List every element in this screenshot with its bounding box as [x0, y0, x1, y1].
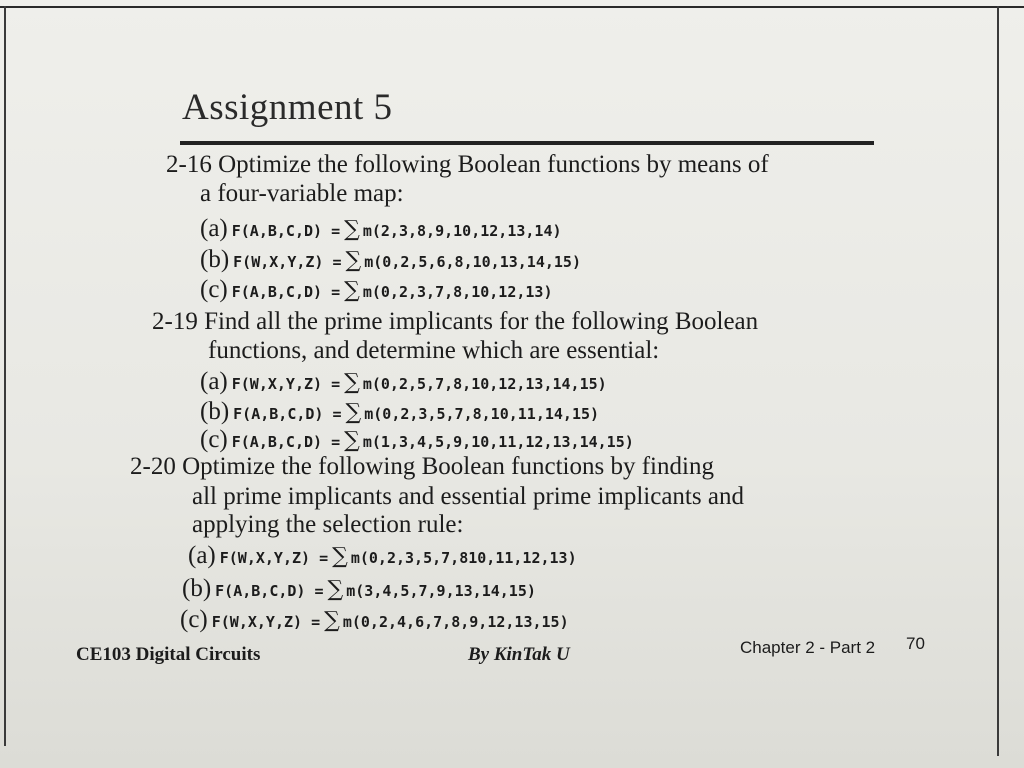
minterm-list: m(0,2,5,6,8,10,13,14,15) — [364, 253, 581, 271]
item-label: (b) — [182, 575, 212, 602]
function-name: F(A,B,C,D) = — [231, 222, 341, 240]
minterm-list: m(0,2,4,6,7,8,9,12,13,15) — [342, 613, 569, 631]
sum-symbol: ∑ — [327, 577, 344, 602]
title-underline — [180, 141, 874, 145]
slide-top-border — [0, 6, 1024, 8]
item-label: (a) — [200, 368, 228, 395]
item-label: (a) — [200, 215, 228, 242]
function-name: F(A,B,C,D) = — [231, 433, 341, 451]
problem-2-16-heading — [166, 151, 769, 179]
problem-2-19-text-cont: functions, and determine which are essential: — [208, 337, 660, 364]
function-name: F(A,B,C,D) = — [215, 582, 324, 600]
problem-text: Optimize the following Boolean functions by means of — [218, 151, 769, 178]
minterm-list: m(0,2,3,5,7,810,11,12,13) — [350, 549, 577, 567]
sum-symbol: ∑ — [344, 370, 360, 395]
problem-2-16-item-c — [200, 276, 553, 304]
problem-2-16-item-a — [200, 215, 562, 243]
minterm-list: m(0,2,3,5,7,8,10,11,14,15) — [364, 405, 600, 423]
problem-2-19-item-c — [200, 426, 634, 454]
function-name: F(W,X,Y,Z) = — [219, 549, 329, 567]
problem-text: Find all the prime implicants for the following Boolean — [204, 308, 759, 335]
minterm-list: m(0,2,3,7,8,10,12,13) — [362, 283, 553, 301]
item-label: (c) — [180, 606, 208, 633]
problem-2-16-item-b — [200, 246, 581, 274]
problem-2-16-text-cont: a four-variable map: — [200, 180, 404, 207]
problem-text: Optimize the following Boolean functions by finding — [182, 453, 714, 480]
sum-symbol: ∑ — [344, 428, 360, 453]
function-name: F(W,X,Y,Z) = — [231, 375, 341, 393]
problem-2-20-heading — [130, 453, 714, 481]
minterm-list: m(3,4,5,7,9,13,14,15) — [346, 582, 536, 600]
function-name: F(W,X,Y,Z) = — [233, 253, 342, 271]
problem-2-19-heading — [152, 308, 758, 336]
problem-2-20-item-b — [182, 575, 536, 603]
problem-2-20-text-cont: all prime implicants and essential prime implicants and — [192, 483, 744, 510]
problem-number: 2-19 — [152, 308, 198, 335]
minterm-list: m(0,2,5,7,8,10,12,13,14,15) — [362, 375, 607, 393]
item-label: (c) — [200, 276, 228, 303]
footer-course: CE103 Digital Circuits — [76, 644, 261, 665]
function-name: F(A,B,C,D) = — [231, 283, 341, 301]
sum-symbol: ∑ — [332, 544, 348, 569]
item-label: (b) — [200, 246, 230, 273]
footer-chapter: Chapter 2 - Part 2 — [740, 638, 876, 657]
item-label: (b) — [200, 398, 230, 425]
function-name: F(A,B,C,D) = — [233, 405, 342, 423]
problem-2-20-text-cont2: applying the selection rule: — [192, 511, 464, 538]
function-name: F(W,X,Y,Z) = — [211, 613, 321, 631]
problem-number: 2-20 — [130, 453, 176, 480]
problem-2-19-item-b — [200, 398, 599, 426]
problem-2-19-item-a — [200, 368, 607, 396]
sum-symbol: ∑ — [344, 217, 360, 242]
page-title: Assignment 5 — [182, 87, 393, 128]
problem-number: 2-16 — [166, 151, 212, 178]
footer-author: By KinTak U — [468, 644, 570, 665]
slide-left-border — [4, 6, 6, 746]
minterm-list: m(2,3,8,9,10,12,13,14) — [362, 222, 562, 240]
sum-symbol: ∑ — [324, 608, 340, 633]
problem-2-20-item-c — [180, 606, 569, 634]
sum-symbol: ∑ — [345, 400, 362, 425]
sum-symbol: ∑ — [344, 278, 360, 303]
minterm-list: m(1,3,4,5,9,10,11,12,13,14,15) — [362, 433, 634, 451]
problem-2-20-item-a — [188, 542, 577, 570]
footer-page-number: 70 — [906, 634, 925, 653]
slide-right-border — [997, 6, 999, 756]
item-label: (a) — [188, 542, 216, 569]
sum-symbol: ∑ — [345, 248, 362, 273]
item-label: (c) — [200, 426, 228, 453]
